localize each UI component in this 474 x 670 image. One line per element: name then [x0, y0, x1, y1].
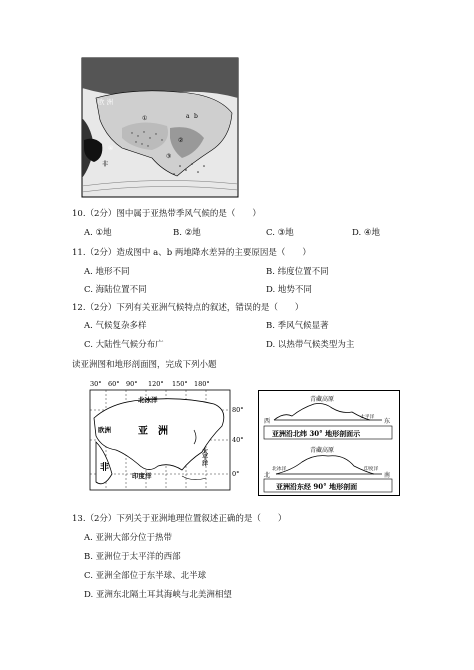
q11-option-b[interactable]: B. 纬度位置不同 [266, 267, 329, 277]
profile2-peak-label: 青藏高原 [310, 447, 335, 454]
q10-stem: 10.（2分）图中属于亚热带季风气候的是（ ） [72, 209, 261, 219]
profile2-north-label: 北 [264, 472, 271, 479]
lon-label-150: 150° [172, 380, 188, 388]
lat-label-80: 80° [232, 406, 244, 414]
map2-europe-label: 欧洲 [98, 426, 111, 434]
profile2-sea-right-label: 印度洋 [364, 467, 379, 472]
profile2-caption: 亚洲沿东经 90° 地形剖面 [276, 482, 358, 491]
q12-option-d[interactable]: D. 以热带气候类型为主 [266, 340, 355, 350]
lon-label-120: 120° [148, 380, 164, 388]
q11-option-c[interactable]: C. 海陆位置不同 [84, 285, 147, 295]
map1-europe-label: 欧 洲 [98, 98, 114, 106]
q11-stem: 11.（2分）造成图中 a、b 两地降水差异的主要原因是（ ） [72, 248, 311, 258]
lon-label-60: 60° [108, 380, 120, 388]
profile1-peak-label: 青藏高原 [310, 396, 335, 403]
profile1-west-label: 西 [264, 418, 271, 425]
map2-africa-label: 非 [100, 463, 110, 473]
lon-label-90: 90° [126, 380, 138, 388]
q12-stem: 12.（2分）下列有关亚洲气候特点的叙述，错误的是（ ） [72, 303, 304, 313]
q13-option-a[interactable]: A. 亚洲大部分位于热带 [84, 533, 173, 543]
profile2-sea-left-label: 北冰洋 [272, 467, 287, 472]
q10-option-b[interactable]: B. ②地 [173, 228, 201, 238]
map1-zone-1: ① [142, 115, 148, 122]
q13-stem: 13.（2分）下列关于亚洲地理位置叙述正确的是（ ） [72, 514, 287, 524]
terrain-profiles [258, 390, 398, 494]
q11-option-d[interactable]: D. 地势不同 [266, 285, 312, 295]
asia-location-map [82, 378, 242, 494]
lon-label-180: 180° [194, 380, 210, 388]
map2-indian-label: 印度洋 [132, 472, 152, 480]
q12-option-c[interactable]: C. 大陆性气候分布广 [84, 340, 164, 350]
lat-label-40: 40° [232, 436, 244, 444]
map1-zone-2: ② [178, 137, 184, 144]
profile1-sea-label: 太平洋 [360, 415, 375, 420]
map1-b-label: b [194, 113, 198, 120]
map1-zone-4: ④ [108, 145, 114, 152]
map1-zone-3: ③ [166, 153, 172, 160]
map1-africa-label: 非 [102, 161, 109, 168]
map2-arctic-label: 北冰洋 [138, 396, 158, 404]
q13-option-d[interactable]: D. 亚洲东北隔土耳其海峡与北美洲相望 [84, 590, 232, 600]
q11-option-a[interactable]: A. 地形不同 [84, 267, 130, 277]
q12-option-a[interactable]: A. 气候复杂多样 [84, 321, 147, 331]
map2-pacific-label: 太平洋 [200, 448, 208, 466]
profile1-east-label: 东 [384, 418, 391, 425]
lon-label-30: 30° [90, 380, 102, 388]
q10-option-a[interactable]: A. ①地 [84, 228, 112, 238]
q13-option-b[interactable]: B. 亚洲位于太平洋的西部 [84, 552, 181, 562]
q12-option-b[interactable]: B. 季风气候显著 [266, 321, 329, 331]
asia-climate-map [82, 58, 238, 197]
q13-option-c[interactable]: C. 亚洲全部位于东半球、北半球 [84, 571, 207, 581]
profile1-caption: 亚洲沿北纬 30° 地形剖面示 [272, 429, 361, 438]
profile2-south-label: 南 [384, 472, 391, 479]
map2-asia-label: 亚 洲 [138, 426, 168, 437]
map1-a-label: a [186, 113, 190, 120]
q10-option-d[interactable]: D. ④地 [352, 228, 381, 238]
q10-option-c[interactable]: C. ③地 [266, 228, 294, 238]
section-intro: 读亚洲图和地形剖面图，完成下列小题 [72, 360, 217, 370]
lat-label-0: 0° [232, 470, 240, 478]
